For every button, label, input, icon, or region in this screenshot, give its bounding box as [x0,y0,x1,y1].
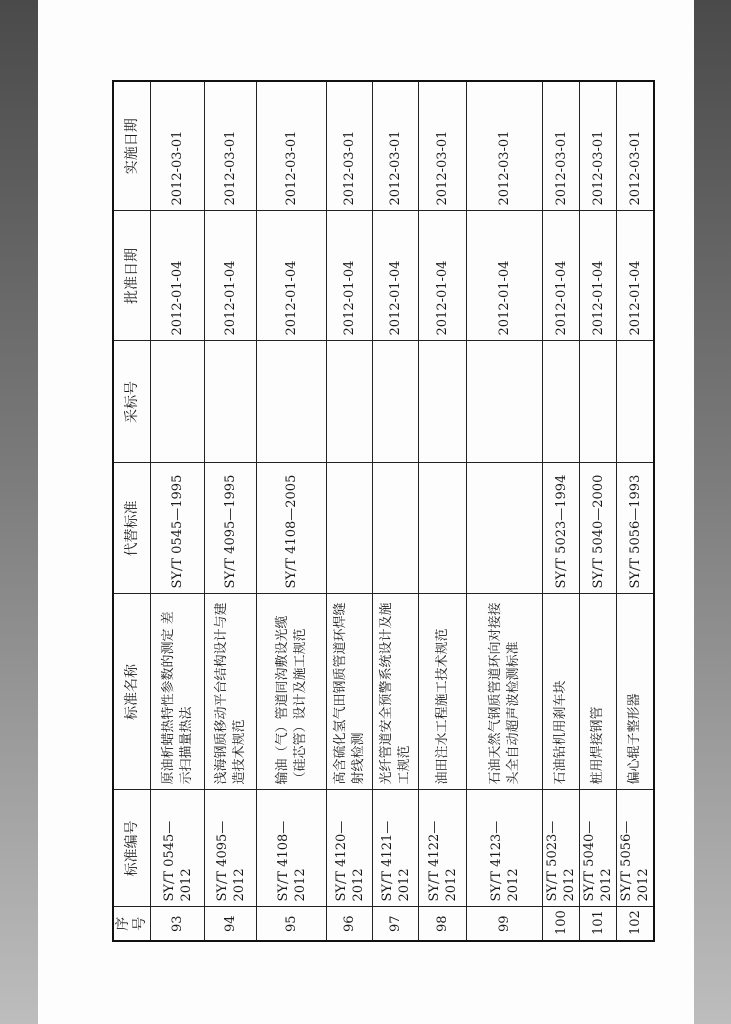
cell-effective: 2012-03-01 [151,81,205,211]
table-row [467,81,543,941]
table-row [580,81,617,941]
header-effective: 实施日期 [113,81,151,211]
cell-effective: 2012-03-01 [543,81,580,211]
table-row [543,81,580,941]
cell-effective: 2012-03-01 [580,81,617,211]
cell-name: 浅海钢质移动平台结构设计与建造技术规范 [205,594,257,790]
cell-replaced: SY/T 0545—1995 [151,463,205,594]
cell-approved: 2012-01-04 [257,211,327,341]
table-row [327,81,373,941]
table-header-row [113,81,151,941]
cell-name: 桩用焊接钢管 [580,594,617,790]
header-name: 标准名称 [113,594,151,790]
cell-effective: 2012-03-01 [617,81,655,211]
cell-code: SY/T 4108—2012 [257,790,327,907]
cell-adopted [327,341,373,463]
cell-code: SY/T 5056—2012 [617,790,655,907]
cell-replaced: SY/T 5056—1993 [617,463,655,594]
standards-table [112,80,655,942]
scan-border-left [0,0,38,1024]
header-seq: 序号 [113,907,151,941]
cell-adopted [419,341,467,463]
cell-adopted [467,341,543,463]
cell-name: 石油钻机用刹车块 [543,594,580,790]
cell-name: 石油天然气钢质管道环向对接接头全自动超声波检测标准 [467,594,543,790]
cell-effective: 2012-03-01 [419,81,467,211]
cell-approved: 2012-01-04 [543,211,580,341]
cell-replaced: SY/T 5023—1994 [543,463,580,594]
cell-effective: 2012-03-01 [467,81,543,211]
cell-code: SY/T 4121—2012 [373,790,419,907]
header-approved: 批准日期 [113,211,151,341]
cell-seq: 97 [373,907,419,941]
table-row [151,81,205,941]
cell-code: SY/T 4120—2012 [327,790,373,907]
table-row [617,81,655,941]
cell-code: SY/T 4123—2012 [467,790,543,907]
table-row [373,81,419,941]
cell-name: 偏心辊子整形器 [617,594,655,790]
cell-adopted [543,341,580,463]
header-code: 标准编号 [113,790,151,907]
cell-approved: 2012-01-04 [419,211,467,341]
header-adopted: 采标号 [113,341,151,463]
cell-effective: 2012-03-01 [373,81,419,211]
table-row [205,81,257,941]
cell-adopted [151,341,205,463]
cell-name: 光纤管道安全预警系统设计及施工规范 [373,594,419,790]
cell-code: SY/T 5023—2012 [543,790,580,907]
cell-replaced: SY/T 5040—2000 [580,463,617,594]
cell-seq: 98 [419,907,467,941]
cell-adopted [617,341,655,463]
cell-name: 原油析蜡热特性参数的测定 差示扫描量热法 [151,594,205,790]
cell-replaced: SY/T 4108—2005 [257,463,327,594]
cell-replaced [419,463,467,594]
cell-code: SY/T 4122—2012 [419,790,467,907]
cell-seq: 95 [257,907,327,941]
cell-adopted [205,341,257,463]
table-row [257,81,327,941]
cell-approved: 2012-01-04 [467,211,543,341]
cell-seq: 101 [580,907,617,941]
cell-seq: 93 [151,907,205,941]
cell-approved: 2012-01-04 [373,211,419,341]
cell-code: SY/T 0545—2012 [151,790,205,907]
cell-replaced: SY/T 4095—1995 [205,463,257,594]
cell-seq: 102 [617,907,655,941]
cell-adopted [373,341,419,463]
cell-code: SY/T 4095—2012 [205,790,257,907]
cell-name: 高含硫化氢气田钢质管道环焊缝射线检测 [327,594,373,790]
cell-seq: 100 [543,907,580,941]
cell-approved: 2012-01-04 [580,211,617,341]
cell-approved: 2012-01-04 [205,211,257,341]
table-row [419,81,467,941]
scan-border-right [694,0,731,1024]
cell-replaced [373,463,419,594]
cell-effective: 2012-03-01 [205,81,257,211]
cell-approved: 2012-01-04 [151,211,205,341]
cell-name: 输油（气）管道同沟敷设光缆（硅芯管）设计及施工规范 [257,594,327,790]
cell-replaced [467,463,543,594]
cell-adopted [580,341,617,463]
cell-seq: 96 [327,907,373,941]
cell-name: 油田注水工程施工技术规范 [419,594,467,790]
rotated-standards-table [112,82,651,942]
cell-seq: 94 [205,907,257,941]
cell-replaced [327,463,373,594]
cell-code: SY/T 5040—2012 [580,790,617,907]
cell-effective: 2012-03-01 [327,81,373,211]
header-replaced: 代替标准 [113,463,151,594]
cell-adopted [257,341,327,463]
cell-effective: 2012-03-01 [257,81,327,211]
cell-approved: 2012-01-04 [327,211,373,341]
cell-approved: 2012-01-04 [617,211,655,341]
cell-seq: 99 [467,907,543,941]
